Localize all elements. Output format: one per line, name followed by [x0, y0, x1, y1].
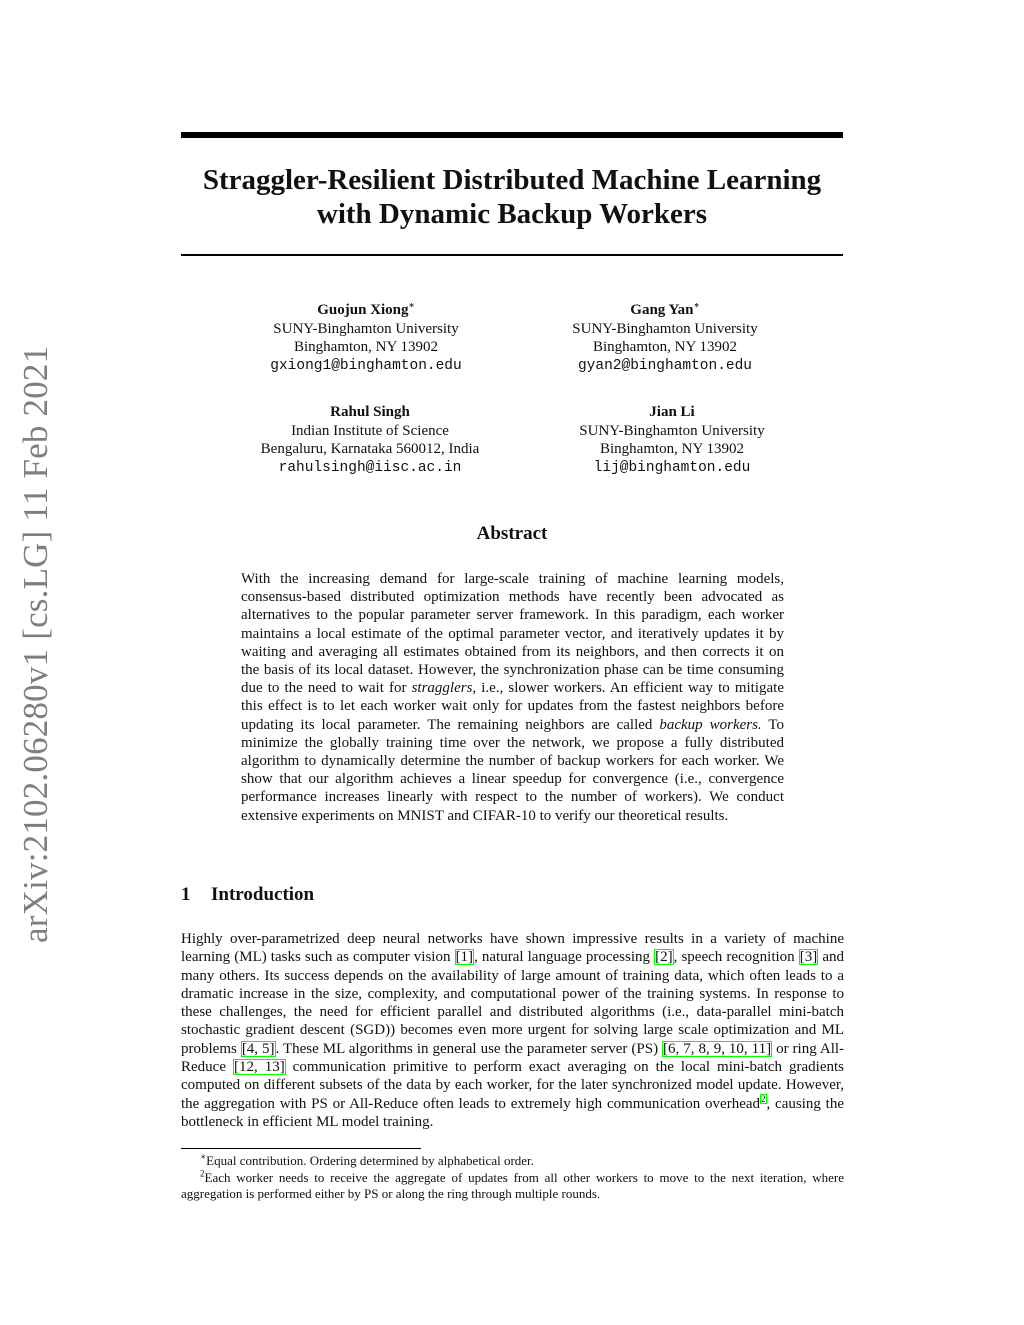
emphasis: backup workers.: [659, 716, 762, 733]
author-block: [522, 403, 822, 477]
citation-link[interactable]: [12, 13]: [233, 1059, 285, 1076]
arxiv-identifier: arXiv:2102.06280v1 [cs.LG] 11 Feb 2021: [16, 345, 55, 943]
citation-link[interactable]: [3]: [799, 949, 818, 966]
abstract-heading: Abstract: [476, 523, 548, 544]
author-name: Guojun Xiong∗: [317, 300, 415, 318]
author-address: Bengaluru, Karnataka 560012, India: [260, 441, 480, 457]
footnote-link[interactable]: 2: [761, 1093, 766, 1104]
author-block: [220, 403, 520, 477]
citation-link[interactable]: [6, 7, 8, 9, 10, 11]: [663, 1040, 772, 1057]
title-line-2: with Dynamic Backup Workers: [316, 198, 708, 230]
title-bottom-rule: [181, 254, 843, 256]
author-address: Binghamton, NY 13902: [293, 339, 439, 355]
author-email[interactable]: lij@binghamton.edu: [593, 459, 751, 476]
author-affiliation: SUNY-Binghamton University: [273, 320, 459, 337]
author-name: Gang Yan∗: [630, 300, 700, 318]
author-block: [216, 301, 516, 375]
author-name: Rahul Singh: [330, 404, 410, 420]
author-name: Jian Li: [649, 404, 695, 420]
title-top-rule: [181, 132, 843, 138]
citation-link[interactable]: [2]: [655, 949, 673, 966]
author-affiliation: SUNY-Binghamton University: [572, 320, 758, 337]
author-affiliation: Indian Institute of Science: [291, 422, 449, 439]
paper-title: [181, 163, 843, 231]
author-email[interactable]: gyan2@binghamton.edu: [577, 357, 753, 374]
section-heading: 1 Introduction: [181, 884, 315, 905]
author-address: Binghamton, NY 13902: [599, 441, 745, 457]
footnote: ∗Equal contribution. Ordering determined by alphabetical order.: [200, 1151, 534, 1168]
footnote-rule: [181, 1148, 421, 1149]
emphasis: stragglers: [411, 680, 473, 697]
intro-paragraph: Highly over-parametrized deep neural networks have shown impressive results in a variety of machine learning (ML) tasks such as computer vision [1], natural language processing [2], speech recognition [3] and many others. Its success depends on the availability of large amount of training data, which often leads to a dramatic increase in the size, complexity, and computational power of the training systems. In response to these challenges, the need for efficient parallel and distributed algorithms (i.e., data-parallel mini-batch stochastic gradient descent (SGD)) becomes even more urgent for solving large scale optimization and ML problems [4, 5]. These ML algorithms in general use the parameter server (PS) [6, 7, 8, 9, 10, 11] or ring All-Reduce [12, 13] communication primitive to perform exact averaging on the local mini-batch gradients computed on different subsets of the data by each worker, for the later synchronized model update. However, the aggregation with PS or All-Reduce often leads to extremely high communication overhead$^2$, causing the bottleneck in efficient ML model training.: [181, 931, 845, 1130]
abstract-body: With the increasing demand for large-scale training of machine learning models, consensus-based distributed optimization methods have recently been advocated as alternatives to the popular parameter server framework. In this paradigm, each worker maintains a local estimate of the optimal parameter vector, and iteratively updates it by waiting and averaging all estimates obtained from its neighbors, and then corrects it on the basis of its local dataset. However, the synchronization phase can be time consuming due to the need to wait for stragglers, i.e., slower workers. An efficient way to mitigate this effect is to let each worker wait only for updates from the fastest neighbors before updating its local parameter. The remaining neighbors are called backup workers. To minimize the globally training time over the network, we propose a fully distributed algorithm to dynamically determine the number of backup workers for each worker. We show that our algorithm achieves a linear speedup for convergence (i.e., convergence performance increases linearly with respect to the number of workers). We conduct extensive experiments on MNIST and CIFAR-10 to verify our theoretical results.: [241, 571, 784, 824]
author-address: Binghamton, NY 13902: [592, 339, 738, 355]
author-block: [515, 301, 815, 375]
author-email[interactable]: rahulsingh@iisc.ac.in: [278, 459, 462, 476]
author-email[interactable]: gxiong1@binghamton.edu: [270, 357, 462, 374]
citation-link[interactable]: [1]: [455, 949, 474, 966]
footnote: $^2$Each worker needs to receive the aggregate of updates from all other workers to move to the next iteration, where aggregation is performed either by PS or along the ring through multiple rounds.: [181, 1168, 844, 1201]
citation-link[interactable]: [4, 5]: [241, 1040, 275, 1057]
title-line-1: Straggler-Resilient Distributed Machine Learning: [202, 164, 822, 196]
author-affiliation: SUNY-Binghamton University: [579, 422, 765, 439]
